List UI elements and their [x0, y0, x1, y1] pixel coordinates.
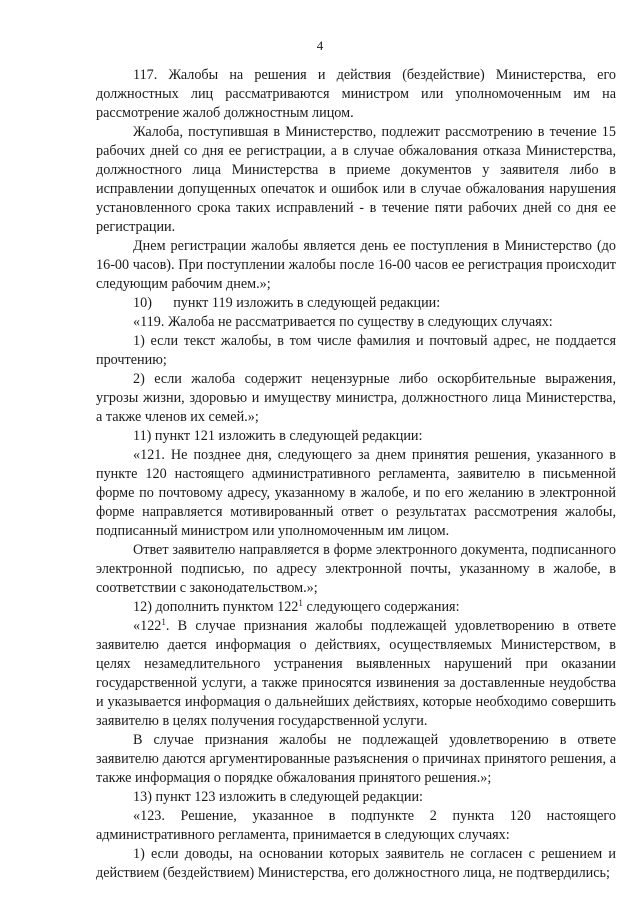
document-body [96, 66, 616, 883]
p122-superscript: 1 [161, 617, 166, 627]
paragraph-item-13: 13) пункт 123 изложить в следующей редакции: [133, 789, 423, 805]
paragraph-121-electronic: Ответ заявителю направляется в форме электронного документа, подписанного электронной подписью, по адресу электронной почты, указанному в жалобе, в соответствии с законодательством.»; [96, 542, 616, 596]
paragraph-123: «123. Решение, указанное в подпункте 2 пункта 120 настоящего административного регламента, принимается в следующих случаях: [96, 808, 616, 843]
paragraph-122-1-refusal: В случае признания жалобы не подлежащей удовлетворению в ответе заявителю даются аргументированные разъяснения о причинах принятого решения, а также информация о порядке обжалования принятого решения.»; [96, 732, 616, 786]
p122-text-start: «122 [133, 618, 162, 634]
paragraph-123-case-1: 1) если доводы, на основании которых заявитель не согласен с решением и действием (бездействием) Министерства, его должностного лица, не подтвердились; [96, 846, 616, 881]
item-12-superscript: 1 [298, 598, 303, 608]
paragraph-119: «119. Жалоба не рассматривается по существу в следующих случаях: [133, 314, 553, 330]
paragraph-item-10: 10) пункт 119 изложить в следующей редакции: [133, 295, 441, 311]
paragraph-121: «121. Не позднее дня, следующего за днем принятия решения, указанного в пункте 120 настоящего административного регламента, заявителю в письменной форме по почтовому адресу, указанному в жалобе, и по его желанию в электронной форме направляется мотивированный ответ о результатах рассмотрения жалобы, подписанный министром или уполномоченным им лицом. [96, 447, 616, 539]
paragraph-117: 117. Жалобы на решения и действия (бездействие) Министерства, его должностных лиц рассматриваются министром или уполномоченным им на рассмотрение жалоб должностным лицом. [96, 67, 616, 121]
page-number: 4 [316, 38, 324, 53]
paragraph-item-11: 11) пункт 121 изложить в следующей редакции: [133, 428, 423, 444]
paragraph-119-case-2: 2) если жалоба содержит нецензурные либо оскорбительные выражения, угрозы жизни, здоровью и имуществу министра, должностного лица Министерства, а также членов их семей.»; [96, 371, 616, 425]
item-12-text-end: следующего содержания: [302, 599, 460, 615]
item-12-text: 12) дополнить пунктом 122 [133, 599, 299, 615]
paragraph-item-12 [96, 598, 616, 617]
paragraph-registration-day: Днем регистрации жалобы является день ее поступления в Министерство (до 16-00 часов). При поступлении жалобы после 16-00 часов ее регистрация происходит следующим рабочим днем.»; [96, 238, 616, 292]
paragraph-122-1 [96, 617, 616, 731]
p122-text-end: . В случае признания жалобы подлежащей удовлетворению в ответе заявителю дается информация о действиях, осуществляемых Министерством, в целях незамедлительного устранения выявленных нарушений при оказании государственной услуги, а также приносятся извинения за доставленные неудобства и указывается информация о дальнейших действиях, которые необходимо совершить заявителю в целях получения государственной услуги. [96, 618, 616, 729]
paragraph-complaint-term: Жалоба, поступившая в Министерство, подлежит рассмотрению в течение 15 рабочих дней со дня ее регистрации, а в случае обжалования отказа Министерства, должностного лица Министерства в приеме документов у заявителя либо в исправлении допущенных опечаток и ошибок или в случае обжалования нарушения установленного срока таких исправлений - в течение пяти рабочих дней со дня ее регистрации. [96, 124, 616, 235]
paragraph-119-case-1: 1) если текст жалобы, в том числе фамилия и почтовый адрес, не поддается прочтению; [96, 333, 616, 368]
